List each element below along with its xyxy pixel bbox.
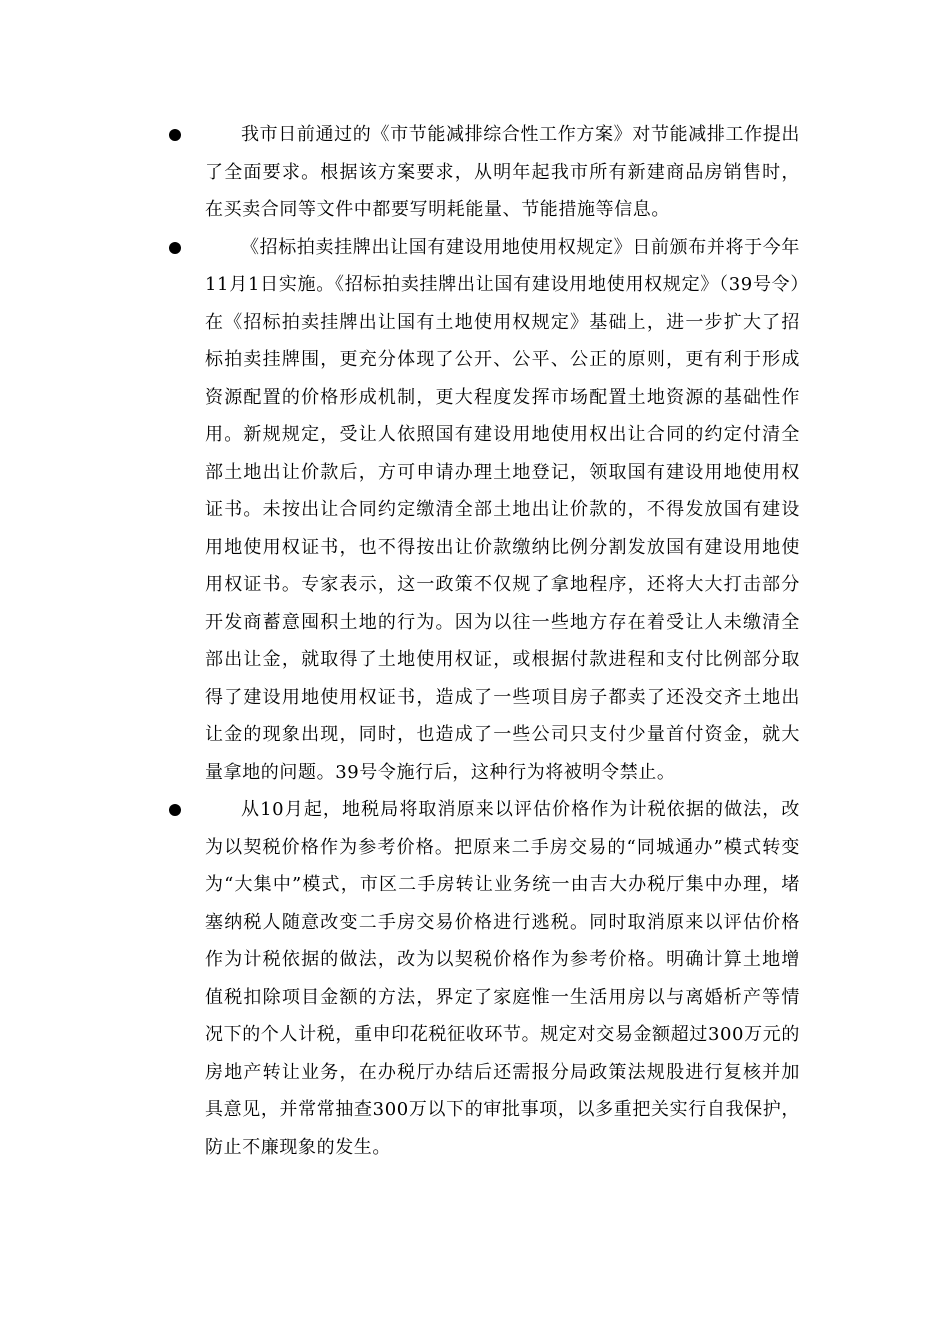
- paragraph-land-use-rights: 《招标拍卖挂牌出让国有建设用地使用权规定》日前颁布并将于今年11月1日实施。《招标拍卖挂牌出让国有建设用地使用权规定》（39号令）在《招标拍卖挂牌出让国有土地使用权规定》基础上，进一步扩大了招标拍卖挂牌围，更充分体现了公开、公平、公正的原则，更有利于形成资源配置的价格形成机制，更大程度发挥市场配置土地资源的基础性作用。新规规定，受让人依照国有建设用地使用权出让合同的约定付清全部土地出让价款后，方可申请办理土地登记，领取国有建设用地使用权证书。未按出让合同约定缴清全部土地出让价款的，不得发放国有建设用地使用权证书，也不得按出让价款缴纳比例分割发放国有建设用地使用权证书。专家表示，这一政策不仅规了拿地程序，还将大大打击部分开发商蓄意囤积土地的行为。因为以往一些地方存在着受让人未缴清全部出让金，就取得了土地使用权证，或根据付款进程和支付比例部分取得了建设用地使用权证书，造成了一些项目房子都卖了还没交齐土地出让金的现象出现，同时，也造成了一些公司只支付少量首付资金，就大量拿地的问题。39号令施行后，这种行为将被明令禁止。: [205, 236, 800, 783]
- bullet-list: [160, 116, 800, 1166]
- bullet-item-land-use-rights: [160, 229, 800, 792]
- paragraph-local-tax: 从10月起，地税局将取消原来以评估价格作为计税依据的做法，改为以契税价格作为参考价格。把原来二手房交易的“同城通办”模式转变为“大集中”模式，市区二手房转让业务统一由吉大办税厅集中办理，堵塞纳税人随意改变二手房交易价格进行逃税。同时取消原来以评估价格作为计税依据的做法，改为以契税价格作为参考价格。明确计算土地增值税扣除项目金额的方法，界定了家庭惟一生活用房以与离婚析产等情况下的个人计税，重申印花税征收环节。规定对交易金额超过300万元的房地产转让业务，在办税厅办结后还需报分局政策法规股进行复核并加具意见，并常常抽查300万以下的审批事项，以多重把关实行自我保护，防止不廉现象的发生。: [205, 799, 800, 1158]
- bullet-item-local-tax: [160, 791, 800, 1166]
- bullet-dot-icon: [169, 804, 181, 816]
- bullet-item-energy-saving: [160, 116, 800, 229]
- bullet-dot-icon: [169, 242, 181, 254]
- bullet-dot-icon: [169, 129, 181, 141]
- paragraph-energy-saving: 我市日前通过的《市节能减排综合性工作方案》对节能减排工作提出了全面要求。根据该方案要求，从明年起我市所有新建商品房销售时，在买卖合同等文件中都要写明耗能量、节能措施等信息。: [205, 124, 800, 220]
